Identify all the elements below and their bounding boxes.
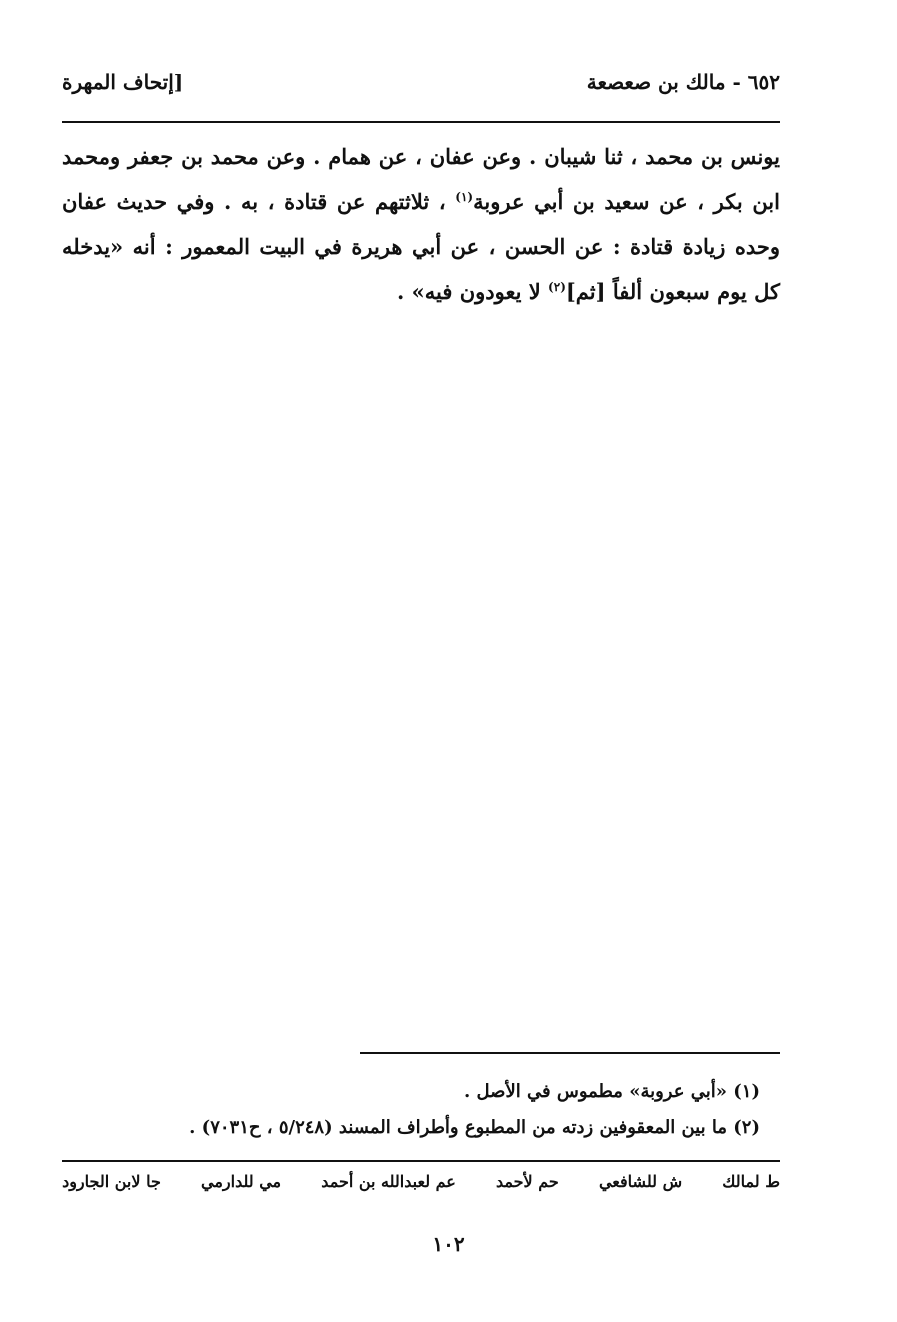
entry-title: ٦٥٢ - مالك بن صعصعة bbox=[586, 70, 780, 94]
footnote-divider bbox=[360, 1052, 780, 1054]
book-title: [إتحاف المهرة bbox=[62, 70, 184, 94]
main-text-part-1: يونس بن محمد ، ثنا شيبان . وعن عفان ، عن همام . وعن محمد بن جعفر ومحمد ابن بكر ، عن سعيد بن أبي عروبة bbox=[62, 144, 780, 214]
abbreviation-item: جا لابن الجارود bbox=[62, 1172, 161, 1191]
main-text bbox=[62, 134, 780, 314]
footnote-ref-1: (١) bbox=[455, 190, 474, 204]
abbreviation-item: حم لأحمد bbox=[496, 1172, 559, 1191]
abbreviation-item: ط لمالك bbox=[722, 1172, 780, 1191]
page-number: ١٠٢ bbox=[432, 1232, 465, 1256]
abbreviations-legend bbox=[62, 1172, 780, 1191]
hadith-quote-b: لا يعودون فيه» bbox=[411, 279, 549, 304]
footnote-ref-2: (٢) bbox=[548, 280, 566, 294]
abbreviations-divider bbox=[62, 1160, 780, 1162]
header-divider bbox=[62, 121, 780, 123]
footnote-2: (٢) ما بين المعقوفين زدته من المطبوع وأطراف المسند (٥/٢٤٨ ، ح٧٠٣١) . bbox=[189, 1117, 760, 1138]
hadith-quote-a: «يدخله كل يوم سبعون ألفاً [ثم] bbox=[62, 234, 780, 304]
footnote-1: (١) «أبي عروبة» مطموس في الأصل . bbox=[464, 1081, 760, 1102]
page-header bbox=[62, 62, 780, 102]
abbreviation-item: ش للشافعي bbox=[598, 1172, 683, 1191]
abbreviation-item: مي للدارمي bbox=[201, 1172, 282, 1191]
main-text-part-3: . bbox=[397, 279, 412, 304]
main-text-part-2: ، ثلاثتهم عن قتادة ، به . وفي حديث عفان وحده زيادة قتادة : عن الحسن ، عن أبي هريرة في البيت المعمور : أنه bbox=[62, 189, 780, 259]
abbreviation-item: عم لعبدالله بن أحمد bbox=[321, 1172, 456, 1191]
footnotes bbox=[150, 1074, 760, 1146]
